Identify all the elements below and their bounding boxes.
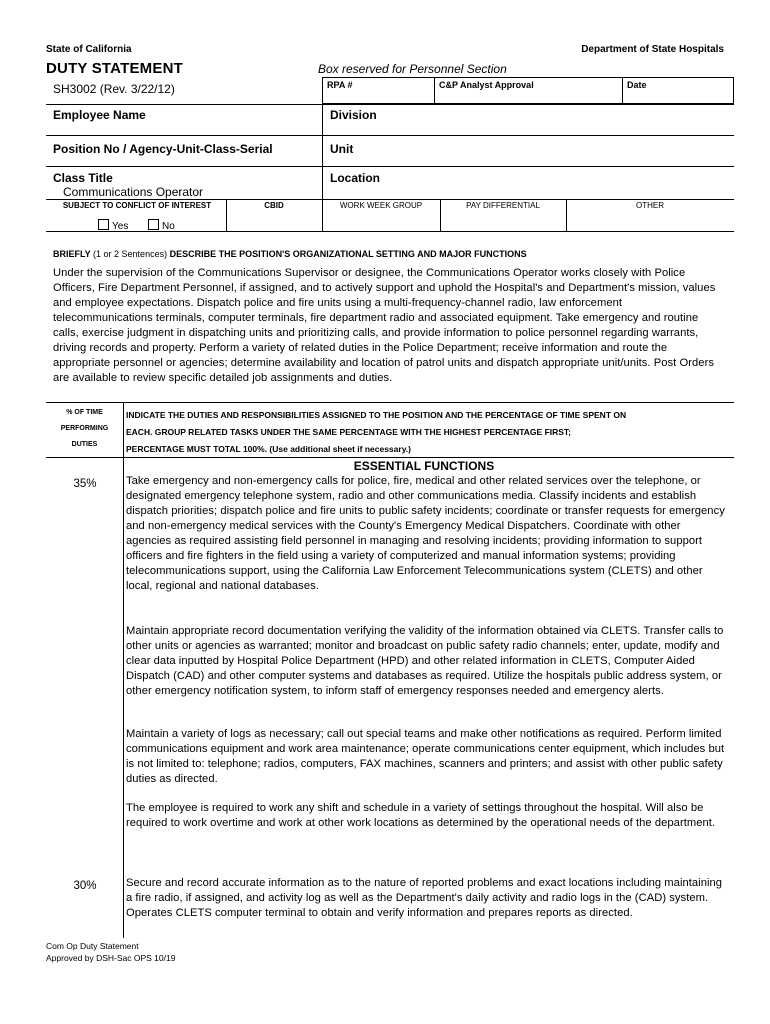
percent-time-line-2: PERFORMING <box>60 425 109 432</box>
unit-label[interactable]: Unit <box>330 142 354 156</box>
division-label[interactable]: Division <box>330 108 377 122</box>
grid-row-line <box>46 166 734 167</box>
employee-name-label[interactable]: Employee Name <box>53 108 146 122</box>
cbid-label: CBID <box>264 201 284 210</box>
page-footer <box>46 940 175 964</box>
essential-functions-heading: ESSENTIAL FUNCTIONS <box>353 459 495 473</box>
briefly-rest: DESCRIBE THE POSITION'S ORGANIZATIONAL SETTING AND MAJOR FUNCTIONS <box>169 249 527 259</box>
grid-divider <box>322 104 323 200</box>
pay-differential-label: PAY DIFFERENTIAL <box>466 201 540 210</box>
box-reserved-note: Box reserved for Personnel Section <box>318 62 507 76</box>
date-label: Date <box>627 80 647 90</box>
duty-percent: 30% <box>73 880 97 892</box>
footer-line-1: Com Op Duty Statement <box>46 941 139 951</box>
class-title-label[interactable]: Class Title <box>53 171 113 185</box>
briefly-note: (1 or 2 Sentences) <box>93 249 168 259</box>
duty-paragraph: Maintain appropriate record documentation verifying the validity of the information obtained via CLETS. Transfer calls to other units or agencies as warranted; monitor and broadcast on public safety radio channels; enter, update, modify and clear data inputted by Hospital Police Department (HPD) and other related information in CLETS, Computer Aided Dispatch (CAD) and other computer systems and databases as required. Utilize the hospitals public address system, or other emergency notification system, to inform staff of emergency responses needed and emergency alerts. <box>126 625 724 697</box>
position-number-label[interactable]: Position No / Agency-Unit-Class-Serial <box>53 142 273 156</box>
rpa-field[interactable] <box>323 78 435 103</box>
duty-paragraph: Maintain a variety of logs as necessary; call out special teams and make other notifications as required. Perform limited communications equipment and work area maintenance; operate communications center equipment, which includes but is not limited to: telephone; radios, computers, FAX machines, scanners and printers; and assist with other public safety duties as directed. <box>126 728 725 785</box>
other-label: OTHER <box>636 201 664 210</box>
briefly-lead: BRIEFLY <box>53 249 91 259</box>
no-checkbox[interactable] <box>148 219 159 230</box>
duty-percent: 35% <box>73 478 97 490</box>
percent-time-line-3: DUTIES <box>71 441 98 448</box>
grid-row-line <box>46 135 734 136</box>
form-number: SH3002 (Rev. 3/22/12) <box>53 82 175 96</box>
personnel-section-box <box>322 77 734 104</box>
yes-checkbox[interactable] <box>98 219 109 230</box>
position-summary: Under the supervision of the Communications Supervisor or designee, the Communications Operator works closely with Police Officers, Fire Department Personnel, if assigned, and to actively support and uphold the Hospital's and Department's mission, values and employee expectations. Dispatch police and fire units using a multi-frequency-channel radio, law enforcement telecommunications terminals, computer terminals, fire department radio and associated equipment. Take emergency and routine calls, exercise judgment in dispatching units and prioritizing calls, and provide information to police personnel regarding warrants, driving records and property. Perform a variety of related duties in the Police Department; receive information and route the appropriate personnel or agencies; determine availability and location of patrol units and dispatch appropriate unit/units. Post Orders are available to review specific detailed job assignments and duties. <box>53 267 716 384</box>
percent-time-line-1: % OF TIME <box>66 409 103 416</box>
duty-paragraph: Take emergency and non-emergency calls for police, fire, medical and other related services over the telephone, or designated emergency telephone system, radio and other communications media. Classify incidents and establish dispatch priorities; dispatch police and fire units to public safety incidents; coordinate or transfer requests for emergency and non-emergency medical services with the County's Emergency Medical Dispatchers. Coordinate with other agencies as required assisting field personnel in managing and resolving incidents; providing information to support officers and fire fighters in the field using a variety of computerized and manual information systems; providing telecommunications support, using the California Law Enforcement Telecommunications system (CLETS) and other local, regional and national databases. <box>126 475 725 592</box>
page-title: DUTY STATEMENT <box>46 60 183 77</box>
cp-approval-field[interactable] <box>435 78 623 103</box>
briefly-instruction <box>53 249 527 259</box>
percent-time-header <box>46 403 124 457</box>
work-week-group-label: WORK WEEK GROUP <box>339 201 423 210</box>
footer-line-2: Approved by DSH-Sac OPS 10/19 <box>46 953 176 963</box>
rpa-label: RPA # <box>327 80 353 90</box>
yes-label: Yes <box>112 221 129 232</box>
duties-instruction-line-3: PERCENTAGE MUST TOTAL 100%. (Use additional sheet if necessary.) <box>126 444 411 454</box>
duties-instruction-line-1: INDICATE THE DUTIES AND RESPONSIBILITIES ASSIGNED TO THE POSITION AND THE PERCENTAGE OF TIME SPENT ON <box>126 410 627 420</box>
class-title-value: Communications Operator <box>63 185 204 199</box>
date-field[interactable] <box>623 78 733 103</box>
conflict-of-interest-label: SUBJECT TO CONFLICT OF INTEREST <box>62 201 212 210</box>
duties-header <box>46 402 734 458</box>
cp-approval-label: C&P Analyst Approval <box>439 80 534 90</box>
duty-paragraph: The employee is required to work any shift and schedule in a variety of settings throughout the hospital. Will also be required to work overtime and work at other work locations as determined by the operational needs of the department. <box>126 802 716 829</box>
location-label[interactable]: Location <box>330 171 380 185</box>
department-label: Department of State Hospitals <box>581 44 724 55</box>
grid-row-line <box>46 231 734 232</box>
duties-instruction <box>126 407 726 458</box>
grid-row-line <box>46 199 734 200</box>
duty-paragraph: Secure and record accurate information as to the nature of reported problems and exact locations including maintaining a fire radio, if assigned, and activity log as well as the Department's daily activity and radio logs in the (CAD) system. Operates CLETS computer terminal to obtain and verify information and prepares reports as directed. <box>126 877 723 919</box>
state-label: State of California <box>46 44 132 55</box>
duties-instruction-line-2: EACH. GROUP RELATED TASKS UNDER THE SAME PERCENTAGE WITH THE HIGHEST PERCENTAGE FIRST; <box>126 427 572 437</box>
no-label: No <box>162 221 175 232</box>
grid-top-border <box>46 104 734 105</box>
duties-column-divider <box>123 458 124 938</box>
